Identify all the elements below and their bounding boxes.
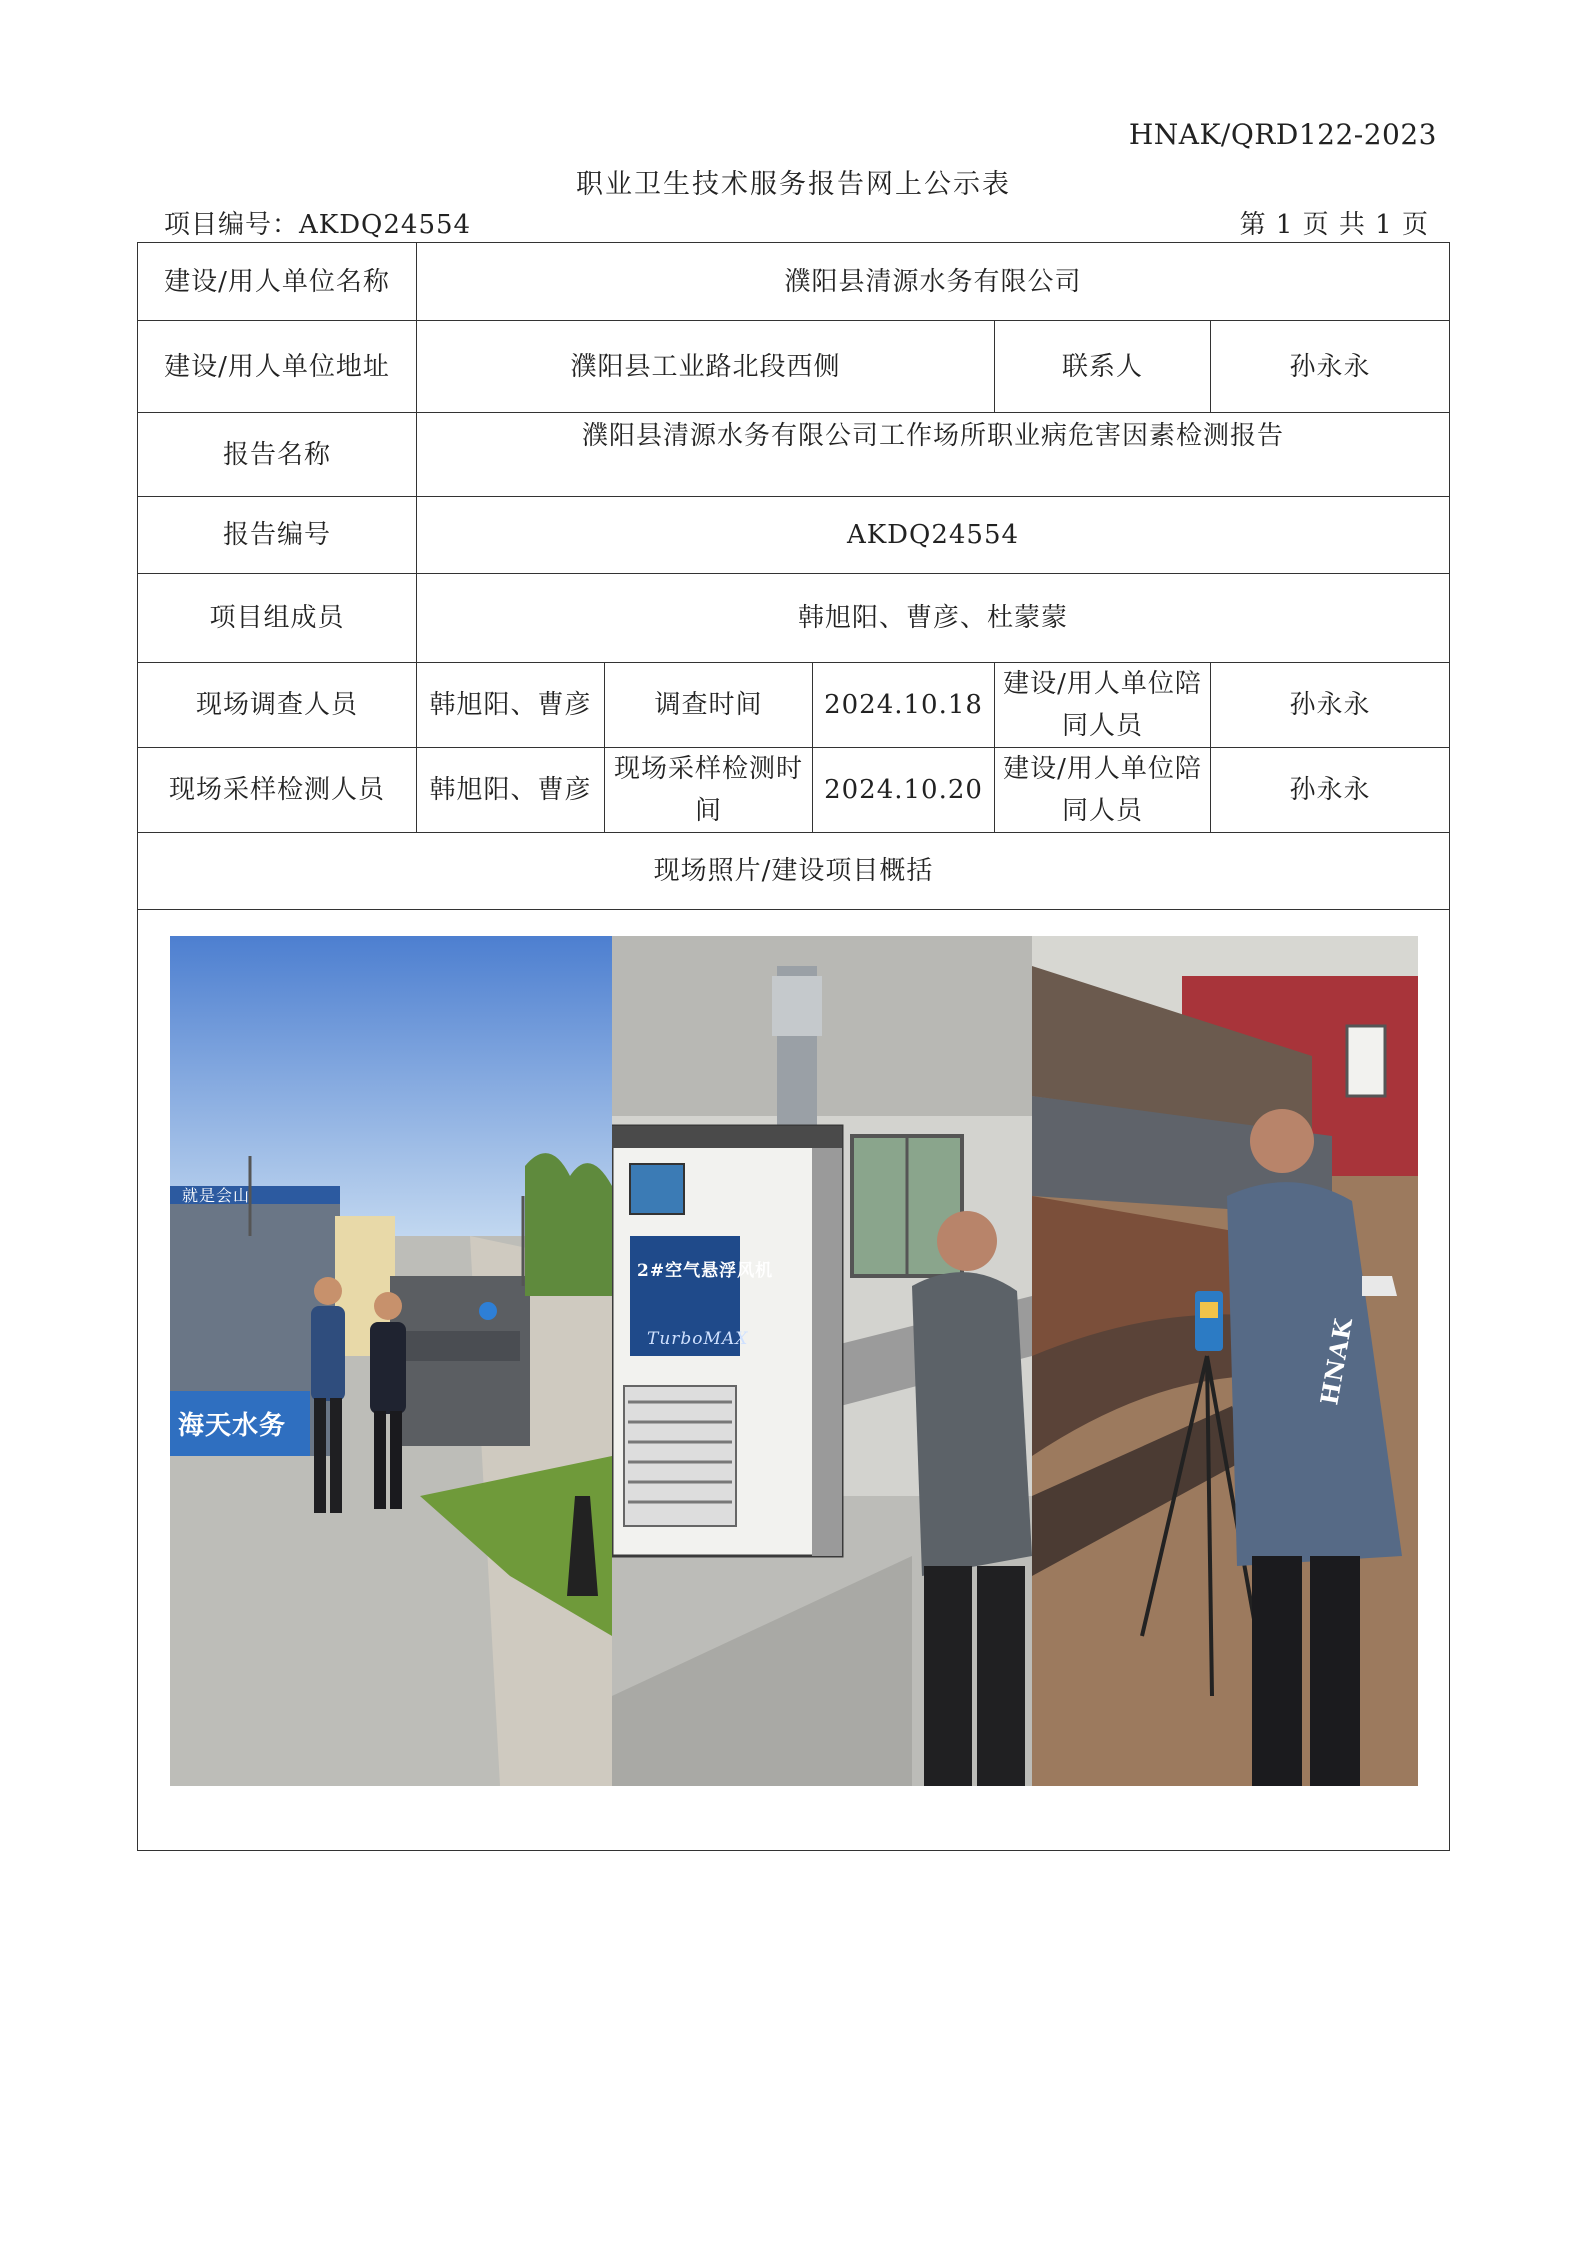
unit-name-value: 濮阳县清源水务有限公司 — [417, 243, 1450, 321]
machine-brand-text: TurboMAX — [647, 1329, 749, 1349]
jacket-text: HNAK — [1314, 1315, 1359, 1408]
members-label: 项目组成员 — [138, 574, 417, 663]
sampling-staff-label: 现场采样检测人员 — [138, 748, 417, 833]
companion-label-1: 建设/用人单位陪同人员 — [995, 663, 1211, 748]
photo-filter-press — [1032, 936, 1418, 1786]
report-no-label: 报告编号 — [138, 497, 417, 574]
contact-value: 孙永永 — [1211, 321, 1450, 413]
row-report-name — [138, 413, 1450, 497]
project-number: 项目编号：AKDQ24554 — [164, 210, 472, 240]
sampling-time-value: 2024.10.20 — [813, 748, 995, 833]
document-title: 职业卫生技术服务报告网上公示表 — [576, 169, 1011, 200]
row-unit-address — [138, 321, 1450, 413]
page-indicator: 第 1 页 共 1 页 — [1239, 210, 1429, 240]
unit-address-value: 濮阳县工业路北段西侧 — [417, 321, 995, 413]
sampling-time-label: 现场采样检测时间 — [605, 748, 813, 833]
report-no-value: AKDQ24554 — [417, 497, 1450, 574]
document-code: HNAK/QRD122-2023 — [1128, 118, 1437, 151]
row-members — [138, 574, 1450, 663]
unit-address-label: 建设/用人单位地址 — [138, 321, 417, 413]
report-name-value: 濮阳县清源水务有限公司工作场所职业病危害因素检测报告 — [417, 413, 1450, 497]
companion-label-2: 建设/用人单位陪同人员 — [995, 748, 1211, 833]
photo-entrance — [170, 936, 612, 1786]
row-unit-name — [138, 243, 1450, 321]
photo-signboard-text: 海天水务 — [178, 1411, 287, 1441]
companion-value-2: 孙永永 — [1211, 748, 1450, 833]
report-name-label: 报告名称 — [138, 413, 417, 497]
row-report-no — [138, 497, 1450, 574]
photo-banner-text: 就是会山 — [182, 1186, 251, 1205]
inspector-person — [912, 1211, 1032, 1786]
photo-blower — [612, 936, 1032, 1786]
blower-machine — [612, 1126, 842, 1556]
survey-staff-value: 韩旭阳、曹彦 — [417, 663, 605, 748]
companion-value-1: 孙永永 — [1211, 663, 1450, 748]
survey-time-label: 调查时间 — [605, 663, 813, 748]
row-photos-heading — [138, 833, 1450, 910]
survey-staff-label: 现场调查人员 — [138, 663, 417, 748]
sampling-staff-value: 韩旭阳、曹彦 — [417, 748, 605, 833]
machine-title-text: 2#空气悬浮风机 — [637, 1261, 774, 1281]
row-photos — [138, 910, 1450, 1851]
survey-time-value: 2024.10.18 — [813, 663, 995, 748]
disclosure-table — [137, 242, 1450, 1851]
contact-label: 联系人 — [995, 321, 1211, 413]
members-value: 韩旭阳、曹彦、杜蒙蒙 — [417, 574, 1450, 663]
row-sampling — [138, 748, 1450, 833]
row-survey — [138, 663, 1450, 748]
unit-name-label: 建设/用人单位名称 — [138, 243, 417, 321]
photos-heading: 现场照片/建设项目概括 — [138, 833, 1450, 910]
photo-strip — [138, 910, 1449, 1850]
